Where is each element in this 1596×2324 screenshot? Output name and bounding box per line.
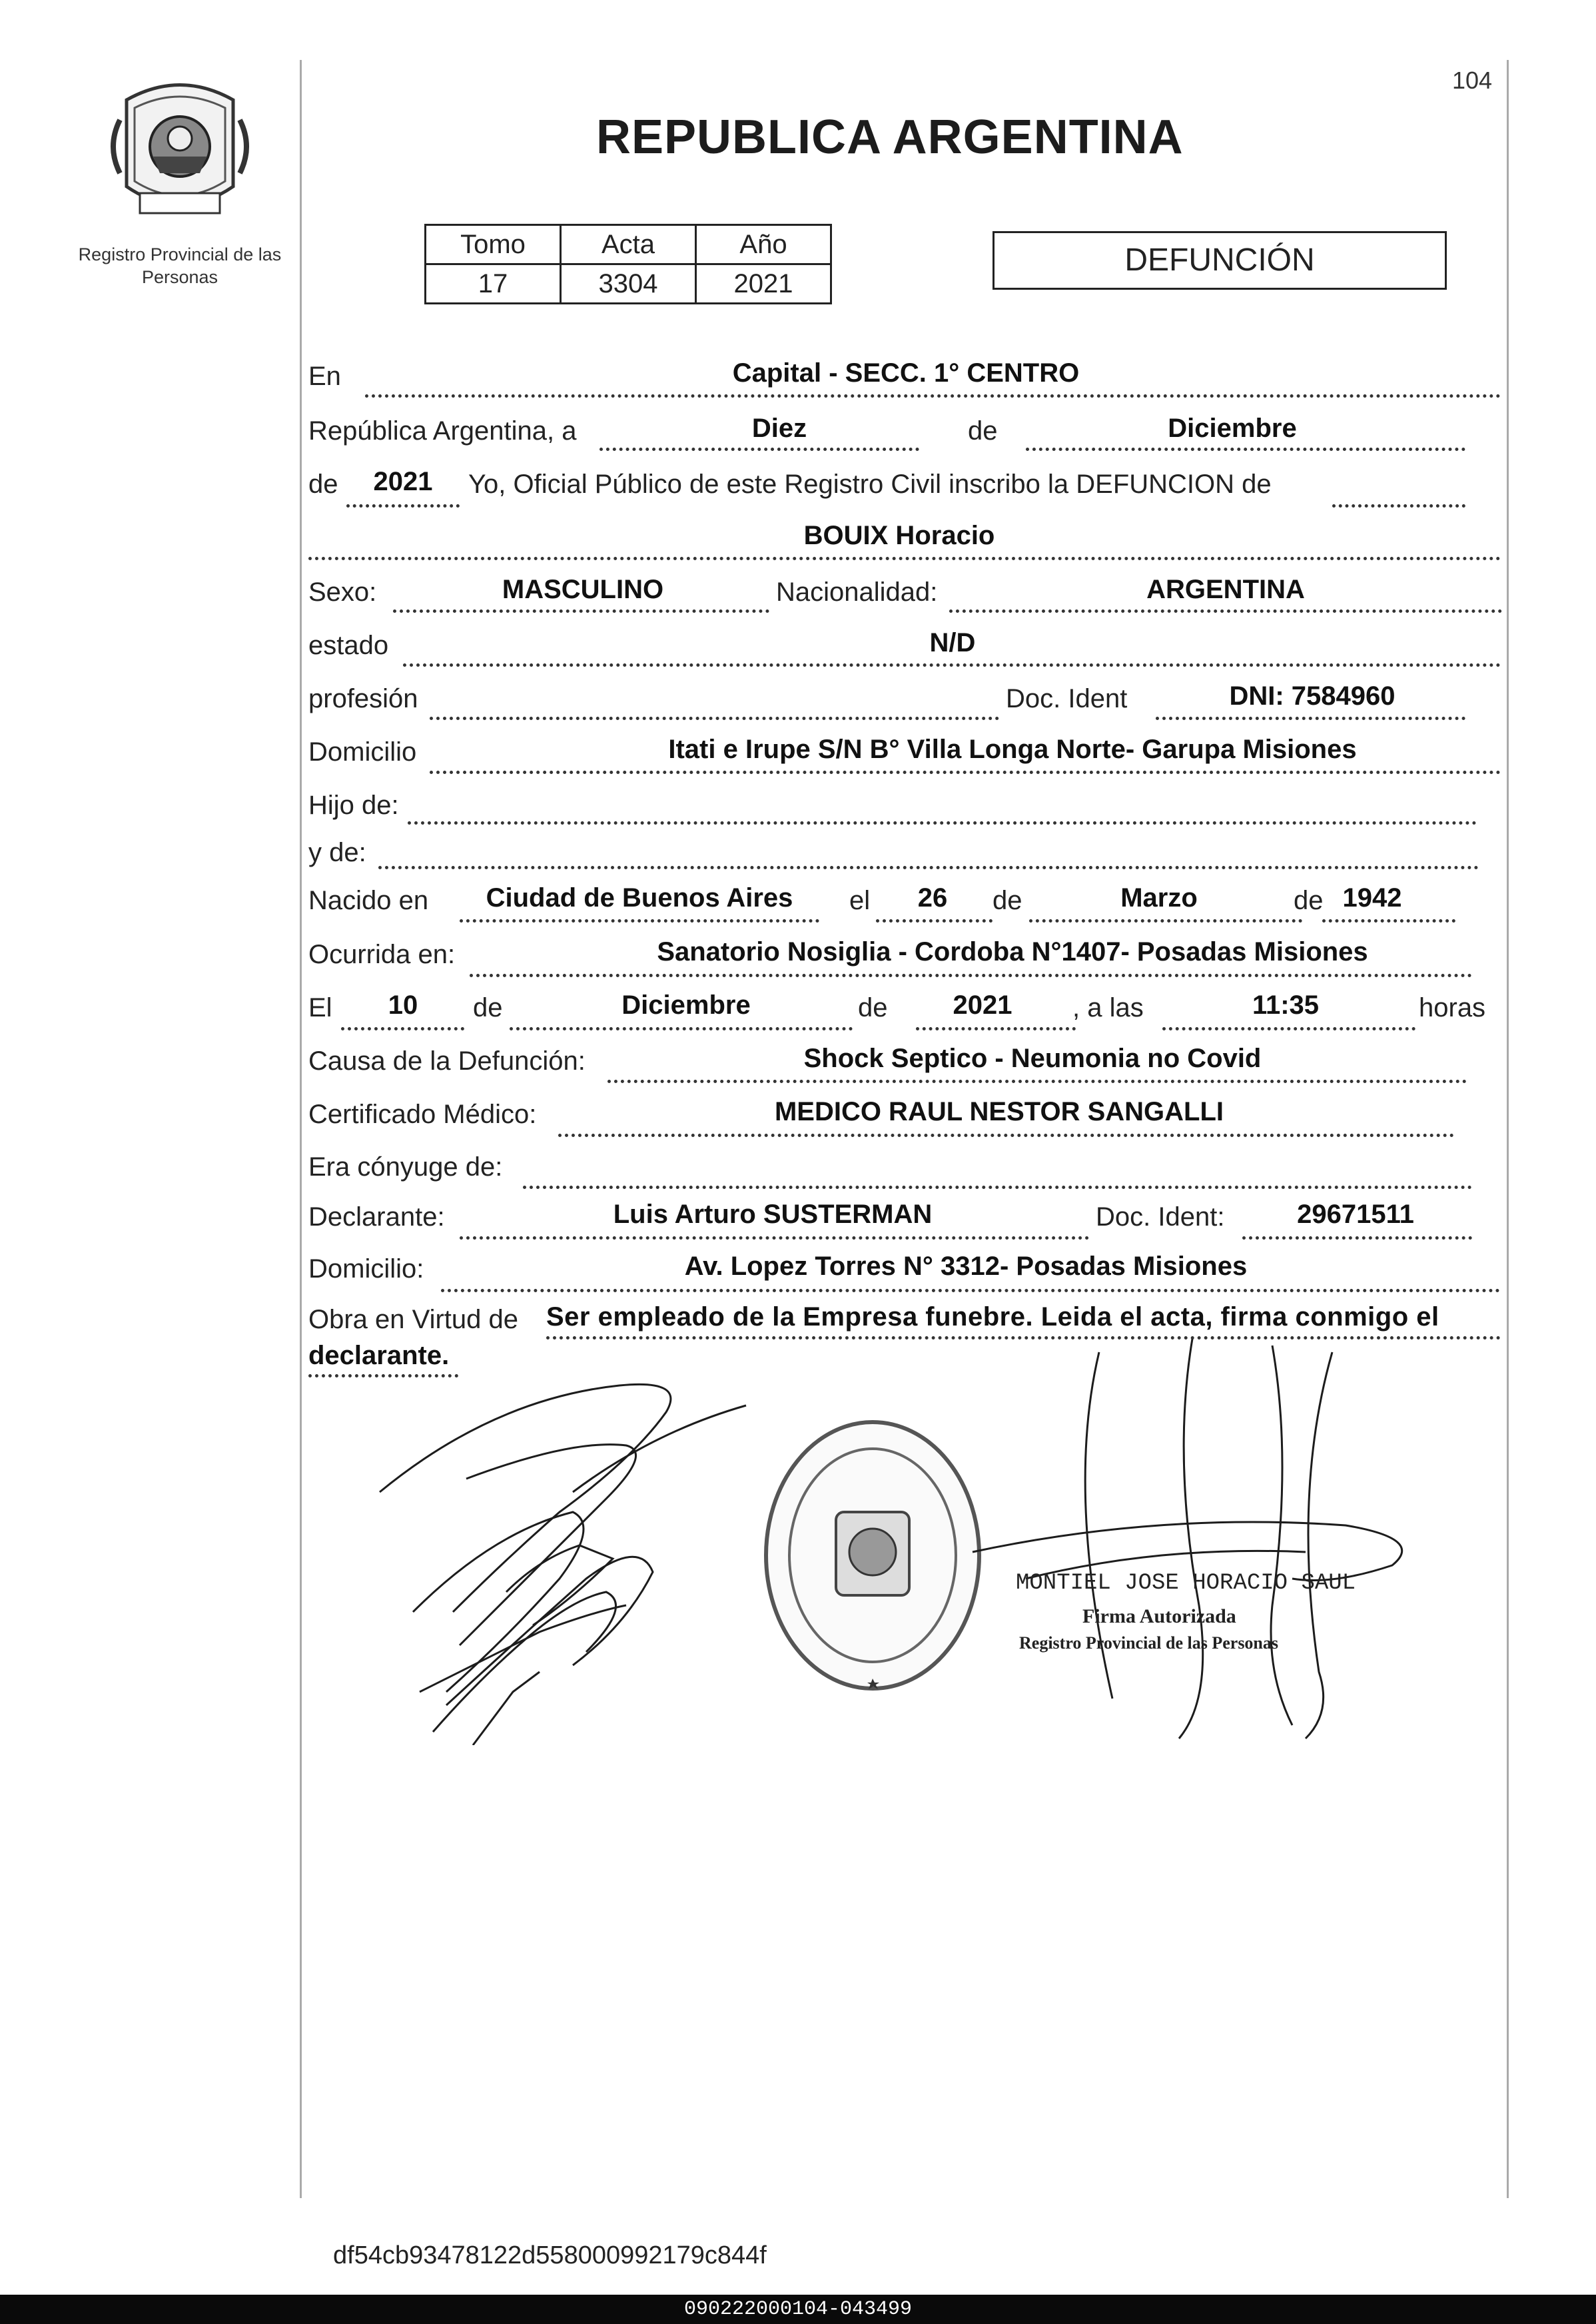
right-margin-line <box>1507 60 1509 2198</box>
republica-label: República Argentina, a <box>308 416 577 446</box>
nacionalidad-value: ARGENTINA <box>1146 575 1305 604</box>
domicilio-label: Domicilio <box>308 737 417 767</box>
mes-line <box>1026 448 1465 451</box>
declarante-line <box>460 1236 1089 1240</box>
de-label-2: de <box>308 470 338 499</box>
left-margin-line <box>300 60 302 2198</box>
profesion-label: profesión <box>308 684 418 713</box>
record-header-tomo: Tomo <box>426 225 561 264</box>
hijo-label: Hijo de: <box>308 791 399 820</box>
hijo-line <box>408 821 1477 825</box>
nac-dia-line <box>876 919 993 923</box>
document-title: REPUBLICA ARGENTINA <box>596 111 1184 164</box>
conyuge-label: Era cónyuge de: <box>308 1152 503 1182</box>
oficial-text: Yo, Oficial Público de este Registro Civil inscribo la DEFUNCION de <box>468 470 1272 499</box>
nac-mes-line <box>1029 919 1302 923</box>
def-anio-value: 2021 <box>953 990 1012 1020</box>
certificado-line <box>558 1134 1454 1137</box>
nombre-line <box>308 557 1501 560</box>
oficial-line <box>1332 504 1465 508</box>
estado-line <box>403 663 1501 667</box>
en-label: En <box>308 362 341 391</box>
ocurrida-label: Ocurrida en: <box>308 940 456 969</box>
official-role: Firma Autorizada <box>1082 1605 1236 1627</box>
lugar-value: Capital - SECC. 1° CENTRO <box>732 358 1080 388</box>
decl-domicilio-line <box>441 1289 1500 1292</box>
decl-domicilio-value: Av. Lopez Torres N° 3312- Posadas Misiones <box>684 1252 1248 1281</box>
record-table <box>424 224 832 304</box>
decl-doc-value: 29671511 <box>1297 1200 1414 1229</box>
sexo-line <box>393 609 769 613</box>
nacido-line <box>460 919 819 923</box>
mes-value: Diciembre <box>1168 414 1297 443</box>
dia-value: Diez <box>751 414 807 443</box>
de-label-6: de <box>858 993 888 1022</box>
nacido-value: Ciudad de Buenos Aires <box>486 883 793 913</box>
registry-label: Registro Provincial de las Personas <box>78 244 282 287</box>
obra-text-2: declarante. <box>308 1341 450 1370</box>
anio-line <box>346 504 460 508</box>
de-label-1: de <box>968 416 998 446</box>
estado-label: estado <box>308 631 389 660</box>
doc-ident-value: DNI: 7584960 <box>1229 681 1396 711</box>
declarante-label: Declarante: <box>308 1202 445 1232</box>
barcode-id: 090222000104-043499 <box>0 2295 1596 2324</box>
en-line <box>365 394 1501 398</box>
record-value-anio: 2021 <box>696 264 831 304</box>
de-label-4: de <box>1294 886 1324 915</box>
conyuge-line <box>523 1186 1472 1189</box>
province-seal-logo <box>107 73 253 223</box>
certificado-value: MEDICO RAUL NESTOR SANGALLI <box>774 1097 1224 1126</box>
record-header-acta: Acta <box>561 225 696 264</box>
decl-domicilio-label: Domicilio: <box>308 1254 424 1284</box>
de-label-5: de <box>473 993 503 1022</box>
sexo-label: Sexo: <box>308 578 377 607</box>
official-registry: Registro Provincial de las Personas <box>1019 1633 1279 1653</box>
sexo-value: MASCULINO <box>502 575 664 604</box>
de-label-3: de <box>993 886 1022 915</box>
ocurrida-value: Sanatorio Nosiglia - Cordoba N°1407- Posadas Misiones <box>657 937 1368 967</box>
official-name: MONTIEL JOSE HORACIO SAUL <box>1016 1571 1356 1596</box>
doc-ident-line <box>1156 717 1465 720</box>
def-dia-value: 10 <box>388 990 418 1020</box>
page-number: 104 <box>1452 67 1493 94</box>
estado-value: N/D <box>929 628 976 657</box>
doc-ident-label: Doc. Ident <box>1006 684 1128 713</box>
official-signature <box>959 1326 1439 1752</box>
def-mes-value: Diciembre <box>621 990 751 1020</box>
nac-anio-line <box>1322 919 1455 923</box>
nacido-label: Nacido en <box>308 886 429 915</box>
record-value-tomo: 17 <box>426 264 561 304</box>
alas-label: , a las <box>1072 993 1144 1022</box>
horas-label: horas <box>1419 993 1486 1022</box>
nac-anio-value: 1942 <box>1342 883 1402 913</box>
causa-label: Causa de la Defunción: <box>308 1046 586 1076</box>
nombre-value: BOUIX Horacio <box>803 521 995 550</box>
nac-mes-value: Marzo <box>1120 883 1198 913</box>
def-mes-line <box>510 1027 853 1030</box>
nacionalidad-line <box>949 609 1502 613</box>
el-cap-label: El <box>308 993 332 1022</box>
def-anio-line <box>916 1027 1076 1030</box>
profesion-line <box>430 717 999 720</box>
causa-line <box>607 1080 1467 1083</box>
def-dia-line <box>341 1027 464 1030</box>
document-hash: df54cb93478122d558000992179c844f <box>333 2241 767 2269</box>
hora-value: 11:35 <box>1252 990 1320 1020</box>
ocurrida-line <box>470 974 1472 977</box>
yde-line <box>378 866 1479 869</box>
el-label: el <box>849 886 871 915</box>
nac-dia-value: 26 <box>917 883 948 913</box>
doc-type-box: DEFUNCIÓN <box>993 231 1447 290</box>
dia-line <box>599 448 919 451</box>
record-header-anio: Año <box>696 225 831 264</box>
record-value-acta: 3304 <box>561 264 696 304</box>
decl-doc-line <box>1242 1236 1472 1240</box>
nacionalidad-label: Nacionalidad: <box>776 578 938 607</box>
declarante-value: Luis Arturo SUSTERMAN <box>613 1200 933 1229</box>
domicilio-value: Itati e Irupe S/N B° Villa Longa Norte- Garupa Misiones <box>668 735 1357 764</box>
causa-value: Shock Septico - Neumonia no Covid <box>803 1044 1262 1073</box>
obra-text-1: Ser empleado de la Empresa funebre. Leida el acta, firma conmigo el <box>546 1302 1439 1332</box>
hora-line <box>1162 1027 1415 1030</box>
anio-value: 2021 <box>373 467 433 496</box>
decl-doc-label: Doc. Ident: <box>1096 1202 1225 1232</box>
yde-label: y de: <box>308 838 366 867</box>
certificado-label: Certificado Médico: <box>308 1100 537 1129</box>
obra-label: Obra en Virtud de <box>308 1305 519 1334</box>
domicilio-line <box>430 771 1501 774</box>
